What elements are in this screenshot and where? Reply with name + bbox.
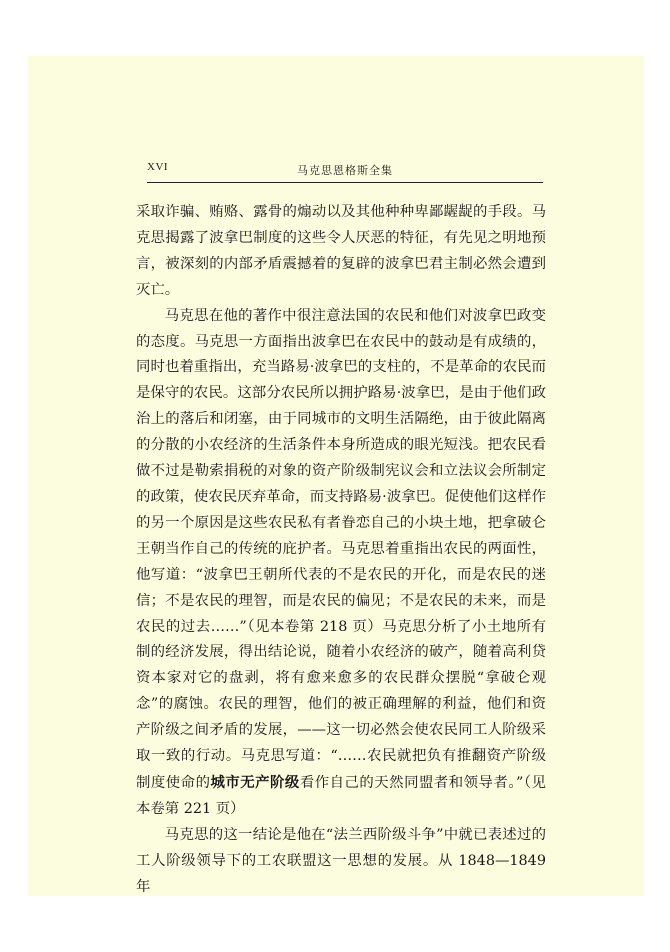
paragraph-1: 采取诈骗、贿赂、露骨的煽动以及其他种种卑鄙龌龊的手段。马克思揭露了波拿巴制度的这些令人厌恶的特征，有先见之明地预言，被深刻的内部矛盾震撼着的复辟的波拿巴君主制必然会遭到灭亡。	[136, 204, 546, 298]
paragraph-2-ending: 看作自己的天然同盟者和领导者。”（见本卷第 221 页）	[136, 774, 546, 817]
paragraph-2-text: 马克思在他的著作中很注意法国的农民和他们对波拿巴政变的态度。马克思一方面指出波拿巴在农民中的鼓动是有成绩的，同时也着重指出，充当路易·波拿巴的支柱的，不是革命的农民而是保守的农民。这部分农民所以拥护路易·波拿巴，是由于他们政治上的落后和闭塞，由于同城市的文明生活隔绝，由于彼此隔离的分散的小农经济的生活条件本身所造成的眼光短浅。把农民看做不过是勒索捐税的对象的资产阶级制宪议会和立法议会所制定的政策，使农民厌弃革命，而支持路易·波拿巴。促使他们这样作的另一个原因是这些农民私有者眷恋自己的小块土地，把拿破仑王朝当作自己的传统的庇护者。马克思着重指出农民的两面性，他写道：“波拿巴王朝所代表的不是农民的开化，而是农民的迷信；不是农民的理智，而是农民的偏见；不是农民的未来，而是农民的过去……”（见本卷第 218 页）马克思分析了小土地所有制的经济发展，得出结论说，随着小农经济的破产，随着高利贷资本家对它的盘剥，将有愈来愈多的农民群众摆脱“拿破仑观念”的腐蚀。农民的理智，他们的被正确理解的利益，他们和资产阶级之间矛盾的发展，——这一切必然会使农民同工人阶级采取一致的行动。马克思写道：“……农民就把负有推翻资产阶级制度使命的	[136, 307, 546, 791]
running-header	[147, 160, 543, 183]
paragraph-3: 马克思的这一结论是他在“法兰西阶级斗争”中就已表述过的工人阶级领导下的工农联盟这一思想的发展。从 1848—1849 年	[136, 826, 546, 895]
page-number: XVI	[147, 161, 169, 173]
body-text	[136, 200, 546, 900]
emphasized-phrase: 城市无产阶级	[210, 773, 300, 791]
paragraph-2	[136, 304, 546, 823]
book-title: 马克思恩格斯全集	[297, 164, 393, 177]
